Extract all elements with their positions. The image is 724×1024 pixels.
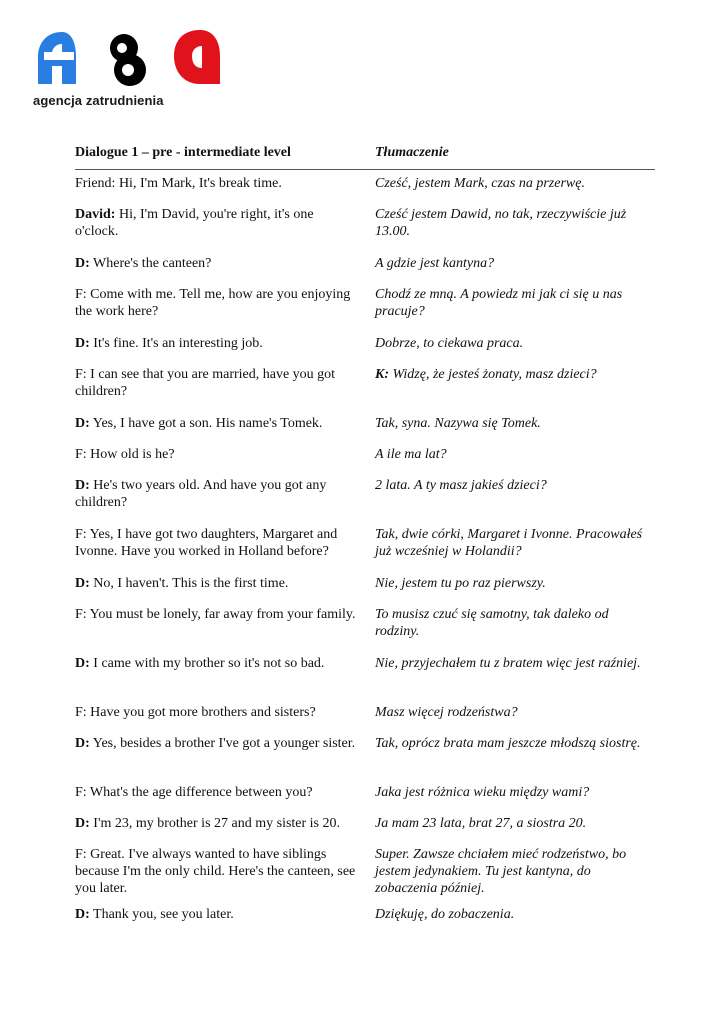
logo-text: agencja zatrudnienia bbox=[33, 93, 164, 108]
english-line bbox=[75, 575, 360, 592]
english-line bbox=[75, 606, 360, 623]
english-text: Friend: Hi, I'm Mark, It's break time. bbox=[75, 176, 282, 191]
english-line bbox=[75, 526, 360, 560]
polish-text: Nie, przyjechałem tu z bratem więc jest raźniej. bbox=[375, 656, 641, 671]
polish-line bbox=[375, 255, 650, 272]
english-text: Thank you, see you later. bbox=[89, 907, 234, 922]
polish-line bbox=[375, 606, 650, 640]
speaker-label: D: bbox=[75, 478, 90, 493]
polish-text: Super. Zawsze chciałem mieć rodzeństwo, bo jestem jedynakiem. Tu jest kantyna, do zobaczenia później. bbox=[375, 847, 627, 896]
english-line bbox=[75, 175, 360, 192]
table-header bbox=[75, 145, 655, 170]
polish-line bbox=[375, 477, 650, 494]
polish-line bbox=[375, 704, 650, 721]
english-text: F: How old is he? bbox=[75, 447, 175, 462]
english-text: F: You must be lonely, far away from your family. bbox=[75, 607, 356, 622]
english-line bbox=[75, 286, 360, 320]
speaker-label: D: bbox=[75, 907, 90, 922]
english-line bbox=[75, 704, 360, 721]
speaker-label: D: bbox=[75, 816, 90, 831]
polish-line bbox=[375, 366, 650, 383]
polish-text: Dziękuję, do zobaczenia. bbox=[375, 907, 515, 922]
translation-title: Tłumaczenie bbox=[375, 145, 449, 160]
polish-text: Cześć, jestem Mark, czas na przerwę. bbox=[375, 176, 585, 191]
logo-mark-icon bbox=[32, 26, 232, 91]
english-line bbox=[75, 477, 360, 511]
english-text: I came with my brother so it's not so bad. bbox=[89, 656, 325, 671]
english-text: Yes, besides a brother I've got a younger sister. bbox=[89, 736, 356, 751]
english-line bbox=[75, 906, 360, 923]
english-text: F: I can see that you are married, have you got children? bbox=[75, 367, 336, 399]
polish-text: Nie, jestem tu po raz pierwszy. bbox=[375, 576, 546, 591]
english-text: Where's the canteen? bbox=[89, 256, 212, 271]
polish-text: Dobrze, to ciekawa praca. bbox=[375, 336, 524, 351]
polish-line bbox=[375, 175, 650, 192]
english-line bbox=[75, 655, 360, 672]
speaker-label: D: bbox=[75, 736, 90, 751]
english-line bbox=[75, 415, 360, 432]
polish-text: 2 lata. A ty masz jakieś dzieci? bbox=[375, 478, 547, 493]
english-text: F: Have you got more brothers and sisters? bbox=[75, 705, 316, 720]
polish-text: Tak, syna. Nazywa się Tomek. bbox=[375, 416, 541, 431]
polish-line bbox=[375, 735, 650, 752]
polish-line bbox=[375, 526, 650, 560]
polish-line bbox=[375, 415, 650, 432]
polish-text: A gdzie jest kantyna? bbox=[375, 256, 495, 271]
english-text: F: Come with me. Tell me, how are you enjoying the work here? bbox=[75, 287, 351, 319]
english-text: Hi, I'm David, you're right, it's one o'clock. bbox=[75, 207, 314, 239]
polish-line bbox=[375, 906, 650, 923]
english-line bbox=[75, 366, 360, 400]
english-text: No, I haven't. This is the first time. bbox=[89, 576, 289, 591]
polish-text: Masz więcej rodzeństwa? bbox=[375, 705, 518, 720]
dialogue-title: Dialogue 1 – pre - intermediate level bbox=[75, 145, 291, 160]
polish-text: A ile ma lat? bbox=[375, 447, 447, 462]
english-text: F: Great. I've always wanted to have siblings because I'm the only child. Here's the canteen, see you later. bbox=[75, 847, 356, 896]
polish-line bbox=[375, 655, 650, 672]
polish-line bbox=[375, 446, 650, 463]
english-line bbox=[75, 735, 360, 752]
english-line bbox=[75, 335, 360, 352]
speaker-label: D: bbox=[75, 256, 90, 271]
speaker-label: D: bbox=[75, 336, 90, 351]
speaker-label: D: bbox=[75, 416, 90, 431]
english-line bbox=[75, 446, 360, 463]
english-line bbox=[75, 255, 360, 272]
polish-line bbox=[375, 784, 650, 801]
polish-speaker-label: K: bbox=[375, 367, 389, 382]
english-line bbox=[75, 815, 360, 832]
english-text: F: Yes, I have got two daughters, Margaret and Ivonne. Have you worked in Holland before? bbox=[75, 527, 338, 559]
english-text: He's two years old. And have you got any children? bbox=[75, 478, 327, 510]
polish-text: Jaka jest różnica wieku między wami? bbox=[375, 785, 590, 800]
english-text: F: What's the age difference between you? bbox=[75, 785, 313, 800]
english-text: Yes, I have got a son. His name's Tomek. bbox=[89, 416, 323, 431]
polish-line bbox=[375, 206, 650, 240]
english-text: It's fine. It's an interesting job. bbox=[89, 336, 263, 351]
polish-text: Ja mam 23 lata, brat 27, a siostra 20. bbox=[375, 816, 587, 831]
english-text: I'm 23, my brother is 27 and my sister is 20. bbox=[89, 816, 341, 831]
polish-line bbox=[375, 815, 650, 832]
speaker-label: D: bbox=[75, 656, 90, 671]
polish-text: To musisz czuć się samotny, tak daleko od rodziny. bbox=[375, 607, 609, 639]
polish-line bbox=[375, 335, 650, 352]
polish-line bbox=[375, 575, 650, 592]
polish-line bbox=[375, 846, 650, 897]
speaker-label: D: bbox=[75, 576, 90, 591]
polish-line bbox=[375, 286, 650, 320]
polish-text: Tak, dwie córki, Margaret i Ivonne. Pracowałeś już wcześniej w Holandii? bbox=[375, 527, 643, 559]
polish-text: Tak, oprócz brata mam jeszcze młodszą siostrę. bbox=[375, 736, 641, 751]
polish-text: Cześć jestem Dawid, no tak, rzeczywiście już 13.00. bbox=[375, 207, 627, 239]
english-line bbox=[75, 206, 360, 240]
polish-text: Widzę, że jesteś żonaty, masz dzieci? bbox=[389, 367, 597, 382]
speaker-label: David: bbox=[75, 207, 116, 222]
english-line bbox=[75, 784, 360, 801]
polish-text: Chodź ze mną. A powiedz mi jak ci się u nas pracuje? bbox=[375, 287, 623, 319]
english-line bbox=[75, 846, 360, 897]
